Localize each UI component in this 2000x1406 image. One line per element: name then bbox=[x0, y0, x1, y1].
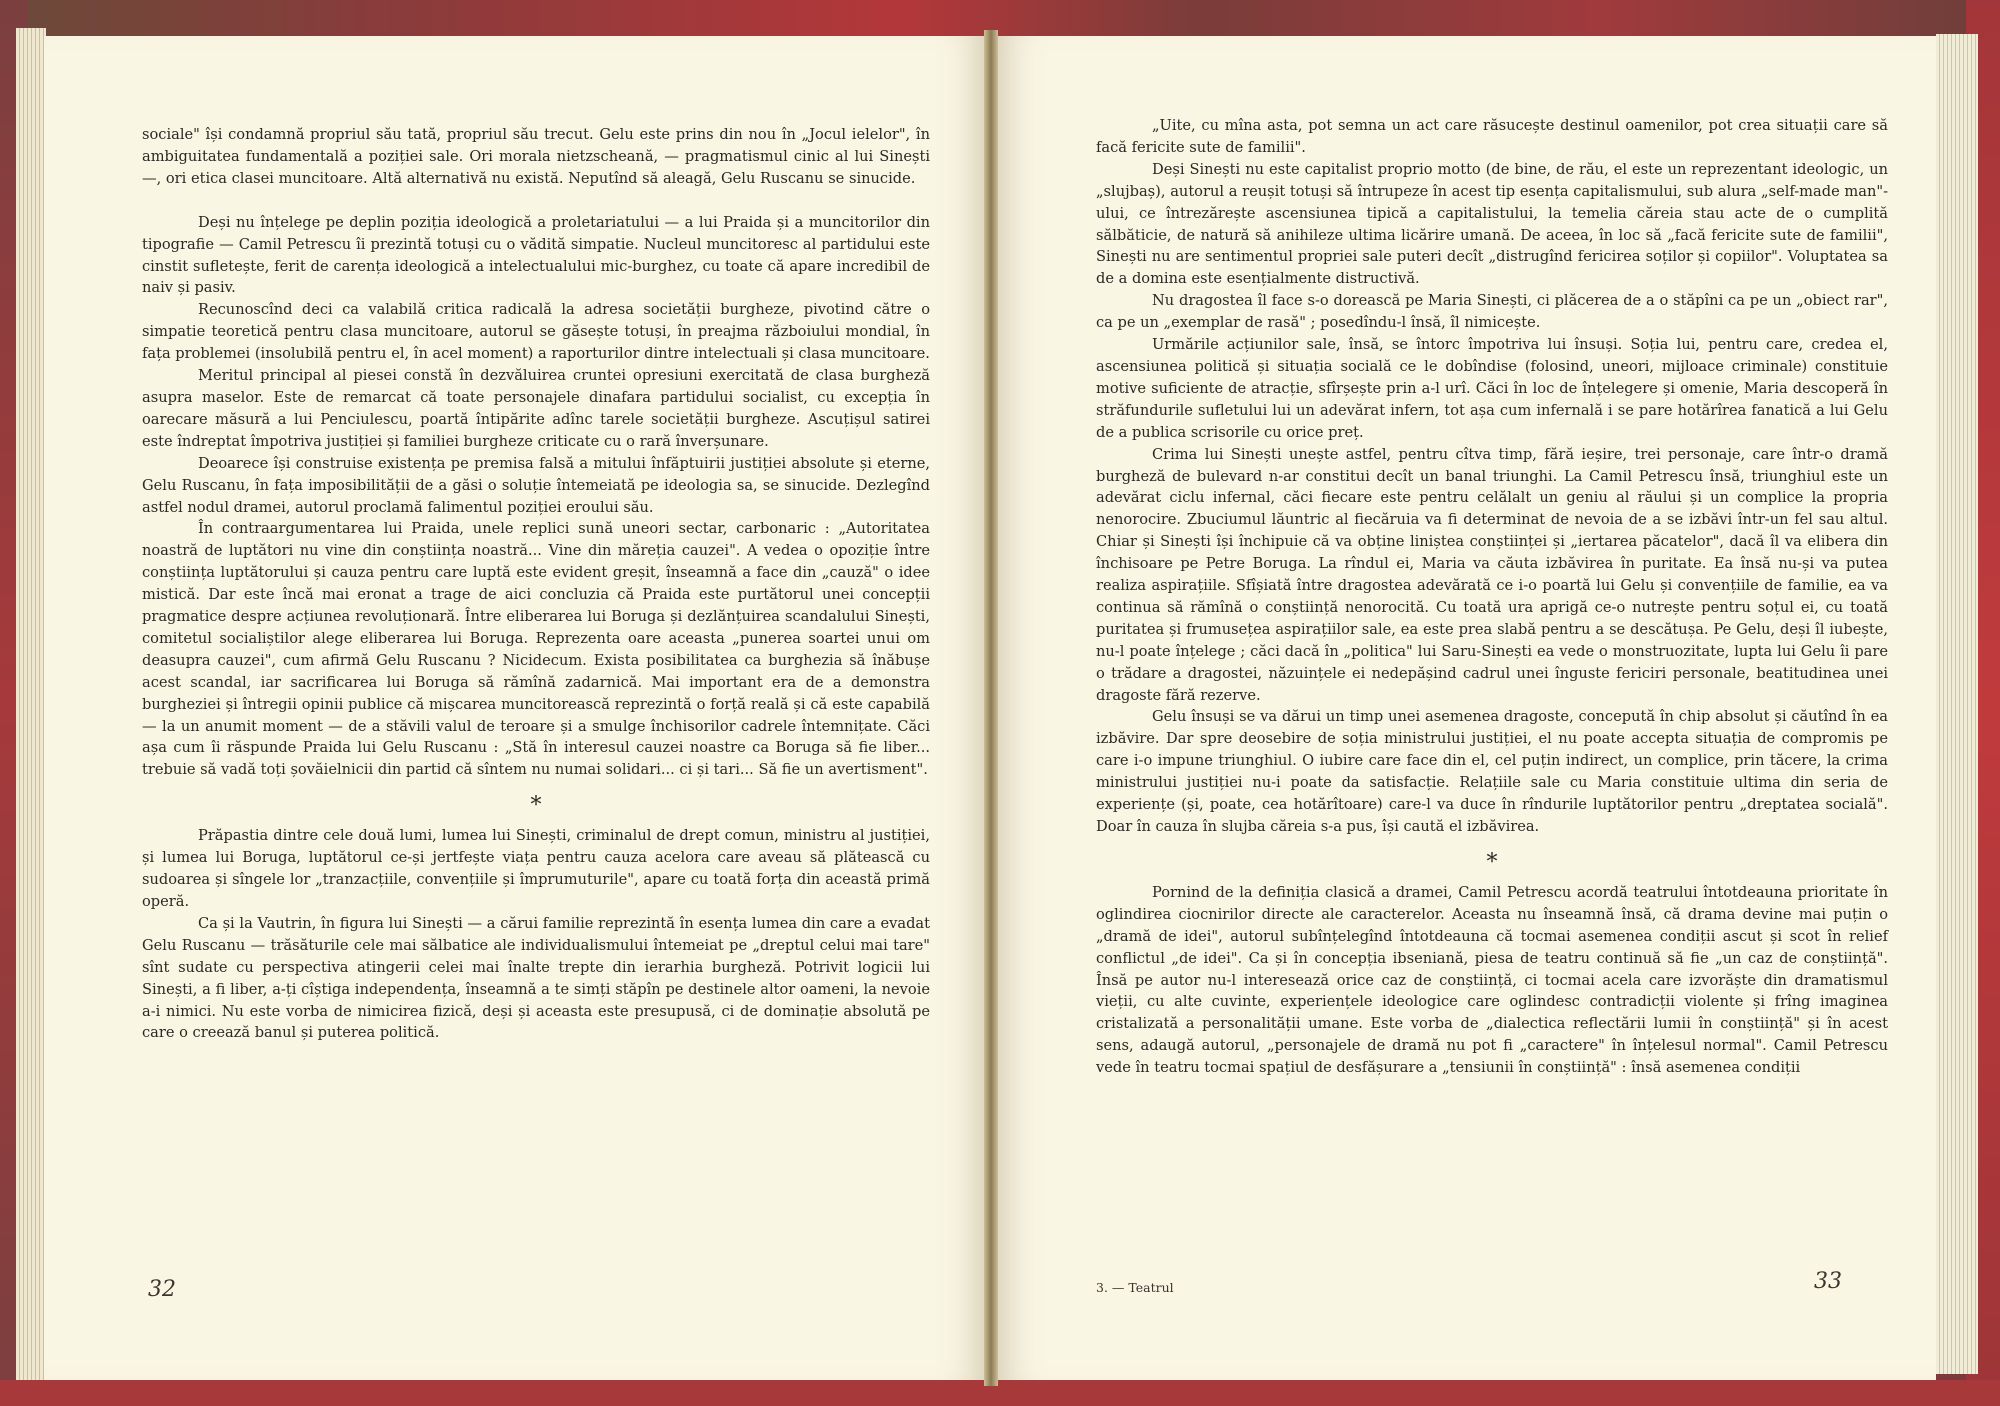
paragraph: Nu dragostea îl face s-o dorească pe Maria Sinești, ci plăcerea de a o stăpîni ca pe un „obiect rar", ca pe un „exemplar de rasă" ; posedîndu-l însă, îl nimicește. bbox=[1096, 292, 1888, 332]
paragraph: Crima lui Sinești unește astfel, pentru cîtva timp, fără ieșire, trei personaje, care într-o dramă burgheză de bulevard n-ar constitui decît un banal triunghi. La Camil Petrescu însă, triunghiul este un adevărat ciclu infernal, căci fiecare este pentru celălalt un geniu al răului și un complice la propria nenorocire. Zbuciumul lăuntric al fiecăruia va fi determinat de nevoia de a se izbăvi într-un fel sau altul. Chiar și Sinești își închipuie că va obține liniștea conștiinței și „iertarea păcatelor", dacă îl va elibera din închisoare pe Petre Boruga. La rîndul ei, Maria va căuta izbăvirea în puritate. Ea însă nu-și va putea realiza aspirațiile. Sfîșiată între dragostea adevărată ce i-o poartă lui Gelu și convențiile de familie, ea va continua să rămînă o conștiință nenorocită. Cu toată ura aprigă ce-o nutrește pentru soțul ei, cu toată puritatea și frumusețea aspirațiilor sale, ea este prea slabă pentru a se descătușa. Pe Gelu, deși îl iubește, nu-l poate înțelege ; căci dacă în „politica" lui Saru-Sinești ea vede o monstruozitate, lupta lui Gelu îi pare o trădare a dragostei, năzuințele ei nedepășind cadrul unei înguste fericiri personale, beatitudinea unei dragoste fără rezerve. bbox=[1096, 445, 1888, 704]
section-separator: * bbox=[1486, 849, 1498, 875]
paragraph: Pornind de la definiția clasică a dramei, Camil Petrescu acordă teatrului întotdeauna prioritate în oglindirea ciocnirilor directe ale caracterelor. Aceasta nu înseamnă însă, că drama devine mai puțin o „dramă de idei", autorul subînțelegînd întotdeauna că tocmai asemenea condiții ascut și scot în relief conflictul „de idei". Ca și în concepția ibseniană, piesa de teatru continuă să fie „un caz de conștiință". Însă pe autor nu-l interesează orice caz de conștiință, ci tocmai acela care izvorăște din dramatismul vieții, cu alte cuvinte, experiențele ideologice care oglindesc contradicții violente și frîng imaginea cristalizată a personalității umane. Este vorba de „dialectica reflectării lumii în conștiință" și în acest sens, adaugă autorul, „personajele de dramă nu pot fi „caractere" în înțelesul normal". Camil Petrescu vede în teatru tocmai spațiul de desfășurare a „tensiunii în conștiință" : însă asemenea condiții bbox=[1096, 883, 1888, 1077]
right-page-text bbox=[1096, 115, 1888, 1079]
book-cover-top bbox=[0, 0, 2000, 36]
paragraph: Gelu însuși se va dărui un timp unei asemenea dragoste, concepută în chip absolut și căutînd în ea izbăvire. Dar spre deosebire de soția ministrului justiției, el nu poate accepta situația de compromis pe care i-o impune triunghiul. O iubire care face din el, cel puțin indirect, un complice, prin tăcere, la crima ministrului justiției nu-i poate da satisfacție. Relațiile sale cu Maria constituie ultima din seria de experiențe (și, poate, cea hotărîtoare) care-l va duce în rîndurile luptătorilor pentru „dreptatea socială". Doar în cauza în slujba căreia s-a pus, își caută el izbăvirea. bbox=[1096, 708, 1888, 835]
right-page bbox=[992, 36, 1936, 1380]
section-separator: * bbox=[530, 793, 542, 819]
page-number: 33 bbox=[1814, 1269, 1842, 1294]
book-gutter bbox=[984, 30, 998, 1386]
paragraph: „Uite, cu mîna asta, pot semna un act care răsucește destinul oamenilor, pot crea situații care să facă fericite sute de familii". bbox=[1096, 117, 1888, 156]
paragraph: Meritul principal al piesei constă în dezvăluirea cruntei opresiuni exercitată de clasa burgheză asupra maselor. Este de remarcat că toate personajele dinafara partidului socialist, cu excepția în oarecare măsură a lui Penciulescu, poartă întipărite adînc tarele societății burgheze. Ascuțișul satirei este îndreptat împotriva justiției și familiei burgheze criticate cu o rară înverșunare. bbox=[142, 367, 930, 450]
page-edges-right bbox=[1936, 34, 1978, 1374]
paragraph: Recunoscînd deci ca valabilă critica radicală la adresa societății burgheze, pivotind către o simpatie teoretică pentru clasa muncitoare, autorul se găsește totuși, în preajma războiului mondial, în fața problemei (insolubilă pentru el, în acel moment) a raporturilor dintre intelectuali și clasa muncitoare. bbox=[142, 301, 930, 363]
book-cover-bottom bbox=[0, 1380, 2000, 1406]
paragraph: Deși Sinești nu este capitalist proprio motto (de bine, de rău, el este un reprezentant ideologic, un „slujbaș), autorul a reușit totuși să întrupeze în acest tip esența capitalismului, sub alura „self-made man"-ului, ce întrezărește ascensiunea tipică a capitalistului, la temelia căreia stau acte de o cumplită sălbăticie, de natură să anihileze ultima licărire umană. De aceea, în loc să „facă fericite sute de familii", Sinești nu are sentimentul propriei sale puteri decît „distrugînd fericirea soților și copiilor". Voluptatea sa de a domina este esențialmente distructivă. bbox=[1096, 160, 1888, 288]
paragraph: Deoarece își construise existența pe premisa falsă a mitului înfăptuirii justiției absolute și eterne, Gelu Ruscanu, în fața imposibilității de a găsi o soluție întemeiată pe ideologia sa, se sinucide. Dezlegînd astfel nodul dramei, autorul proclamă falimentul poziției eroului său. bbox=[142, 454, 930, 516]
paragraph: Ca și la Vautrin, în figura lui Sinești — a cărui familie reprezintă în esența lumea din care a evadat Gelu Ruscanu — trăsăturile cele mai sălbatice ale individualismului întemeiat pe „dreptul celui mai tare" sînt sudate cu perspectiva atingerii celei mai înalte trepte din ierarhia burgheză. Potrivit logicii lui Sinești, a fi liber, a-ți cîștiga independența, înseamnă a te simți stăpîn pe destinele altor oameni, la nevoie a-i nimici. Nu este vorba de nimicirea fizică, deși și aceasta este presupusă, ci de dominație absolută pe care o creează banul și puterea politică. bbox=[142, 914, 930, 1042]
paragraph: În contraargumentarea lui Praida, unele replici sună uneori sectar, carbonaric : „Autoritatea noastră de luptători nu vine din conștiința noastră... Vine din măreția cauzei". A vedea o opoziție între conștiința luptătorului și cauza pentru care luptă este evident greșit, înseamnă a face din „cauză" o idee mistică. Dar este încă mai eronat a trage de aici concluzia că Praida este purtătorul unei concepții pragmatice despre acțiunea revoluționară. Între eliberarea lui Boruga și dezlănțuirea scandalului Sinești, comitetul socialiștilor alege eliberarea lui Boruga. Reprezenta oare aceasta „punerea soartei unui om deasupra cauzei", cum afirmă Gelu Ruscanu ? Nicidecum. Exista posibilitatea ca burghezia să înăbușe acest scandal, iar sacrificarea lui Boruga să rămînă zadarnică. Mai important era de a demonstra burgheziei și întregii opinii publice că mișcarea muncitorească reprezintă o forță reală și că este capabilă — la un anumit moment — de a stăvili valul de teroare și a smulge închisorilor cadrele întemnițate. Căci așa cum îi răspunde Praida lui Gelu Ruscanu : „Stă în interesul cauzei noastre ca Boruga să fie liber... trebuie să vadă toți șovăielnicii din partid că sîntem nu numai solidari... ci și tari... Să fie un avertisment". bbox=[142, 520, 930, 779]
left-page bbox=[44, 36, 990, 1380]
paragraph: sociale" își condamnă propriul său tată, propriul său trecut. Gelu este prins din nou în „Jocul ielelor", în ambiguitatea fundamentală a poziției sale. Ori morala nietzscheană, — pragmatismul cinic al lui Sinești —, ori etica clasei muncitoare. Altă alternativă nu există. Neputînd să aleagă, Gelu Ruscanu se sinucide. bbox=[142, 126, 930, 187]
signature-mark: 3. — Teatrul bbox=[1096, 1280, 1174, 1295]
page-edges-left bbox=[16, 28, 46, 1380]
page-number: 32 bbox=[148, 1277, 176, 1302]
paragraph: Prăpastia dintre cele două lumi, lumea lui Sinești, criminalul de drept comun, ministru al justiției, și lumea lui Boruga, luptătorul ce-și jertfește viața pentru cauza acelora care aveau să plătească cu sudoarea și sîngele lor „tranzacțiile, convențiile și împrumuturile", apare cu toată forța din această primă operă. bbox=[142, 827, 930, 910]
paragraph: Urmările acțiunilor sale, însă, se întorc împotriva lui însuși. Soția lui, pentru care, credea el, ascensiunea politică și situația socială ce le dobîndise (folosind, uneori, mijloace criminale) constituie motive suficiente de atracție, sfîrșește prin a-l urî. Căci în loc de înțelegere și omenie, Maria descoperă în străfundurile sufletului lui un adevărat infern, tot așa cum infernală i se pare hotărîrea fanatică a lui Gelu de a publica scrisorile cu orice preț. bbox=[1096, 336, 1888, 441]
left-page-text bbox=[142, 124, 930, 1044]
paragraph: Deși nu înțelege pe deplin poziția ideologică a proletariatului — a lui Praida și a muncitorilor din tipografie — Camil Petrescu îi prezintă totuși cu o vădită simpatie. Nucleul muncitoresc al partidului este cinstit sufletește, ferit de carența ideologică a intelectualului mic-burghez, cu toate că apare incredibil de naiv și pasiv. bbox=[142, 213, 930, 297]
